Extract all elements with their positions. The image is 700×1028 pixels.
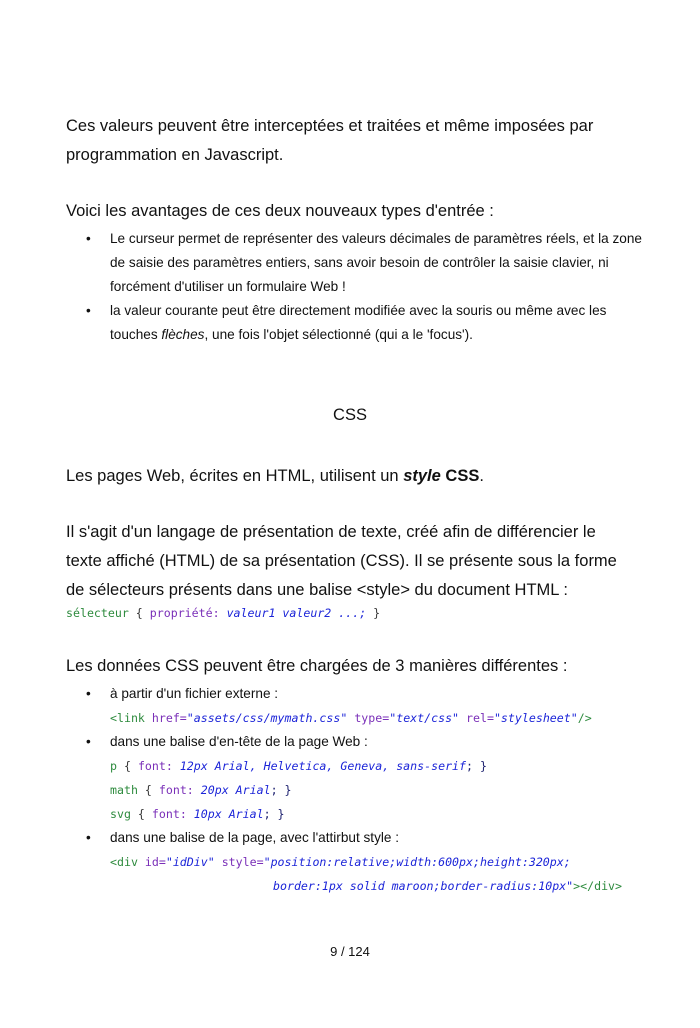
code-brace: ; } [270,783,292,797]
method-label-3: dans une balise de la page, avec l'attirbut style : [110,830,399,845]
code-selector: p [110,759,117,773]
intro-paragraph: Ces valeurs peuvent être interceptées et traitées et même imposées par programmation en Javascript. [66,117,594,164]
code-property: font: [158,783,194,797]
advantages-list [86,227,646,347]
method-label-1: à partir d'un fichier externe : [110,686,279,701]
code-value: "text/css" [389,711,460,725]
list-item [86,299,646,347]
code-value: 12px Arial, Helvetica, Geneva, sans-serif [172,759,467,773]
css-description-paragraph: Il s'agit d'un langage de présentation de texte, créé afin de différencier le texte affiché (HTML) de sa présentation (CSS). Il se présente sous la forme de sélecteurs présents dans une balise <style> du document HTML : [66,523,617,599]
bullet-icon: • [86,830,91,845]
code-selector: sélecteur [66,606,129,620]
code-tag: <link [110,711,145,725]
css-intro-paragraph [66,462,636,491]
code-attr: href= [144,711,187,725]
code-line [110,850,646,874]
head-style-code [110,754,646,826]
bullet-icon: • [86,303,91,318]
advantage-text-2-before: la valeur courante peut être directement modifiée avec la souris ou même avec les touches [110,303,607,342]
list-item [86,730,646,826]
advantage-text-2-after: , une fois l'objet sélectionné (qui a le 'focus'). [204,327,473,342]
section-heading: CSS [333,406,367,424]
advantage-text-1: Le curseur permet de représenter des valeurs décimales de paramètres réels, et la zone de saisie des paramètres entiers, sans avoir besoin de contrôler la saisie clavier, ni forcément d'utiliser un formulaire Web ! [110,231,642,294]
code-attr: rel= [459,711,494,725]
code-line [110,778,646,802]
code-attr: type= [347,711,390,725]
link-code [110,706,646,730]
code-value: "idDiv" [165,855,215,869]
code-tag: ></div> [573,879,623,893]
code-property: font: [137,759,173,773]
bullet-icon: • [86,686,91,701]
code-selector: math [110,783,138,797]
code-brace: ; } [466,759,487,773]
css-intro-css: CSS [445,467,480,485]
code-value: "assets/css/mymath.css" [186,711,348,725]
code-value: "stylesheet" [493,711,578,725]
loading-methods-list [86,682,646,898]
code-attr: id= [137,855,166,869]
code-line [110,874,646,898]
code-value: border:1px solid maroon;border-radius:10px" [273,879,574,893]
code-brace: ; } [263,807,285,821]
page-number: 9 / 124 [330,944,370,959]
code-tag: <div [110,855,138,869]
loading-methods-title: Les données CSS peuvent être chargées de 3 manières différentes : [66,657,568,675]
code-line [110,802,646,826]
code-value: 20px Arial [193,783,271,797]
code-property: propriété: [149,606,220,620]
code-brace-close: } [366,606,381,620]
code-brace: { [130,807,152,821]
bullet-icon: • [86,231,91,246]
code-selector: svg [110,807,131,821]
css-intro-style: style [403,467,441,485]
css-syntax-code [66,601,380,625]
bullet-icon: • [86,734,91,749]
code-attr: style= [214,855,264,869]
advantage-text-2-emphasis: flèches [161,327,205,342]
inline-style-code [110,850,646,898]
list-item [86,227,646,299]
code-tag: /> [577,711,592,725]
list-item [86,826,646,898]
css-intro-before: Les pages Web, écrites en HTML, utilisent un [66,467,404,485]
code-property: font: [151,807,187,821]
method-label-2: dans une balise d'en-tête de la page Web : [110,734,368,749]
advantages-title: Voici les avantages de ces deux nouveaux types d'entrée : [66,202,494,220]
code-values: valeur1 valeur2 ...; [219,606,367,620]
code-line [110,754,646,778]
code-brace: { [116,759,138,773]
code-brace: { [137,783,159,797]
code-value: 10px Arial [186,807,264,821]
code-value: "position:relative;width:600px;height:320px; [263,855,571,869]
list-item [86,682,646,730]
code-brace-open: { [128,606,150,620]
css-intro-after: . [479,467,484,485]
